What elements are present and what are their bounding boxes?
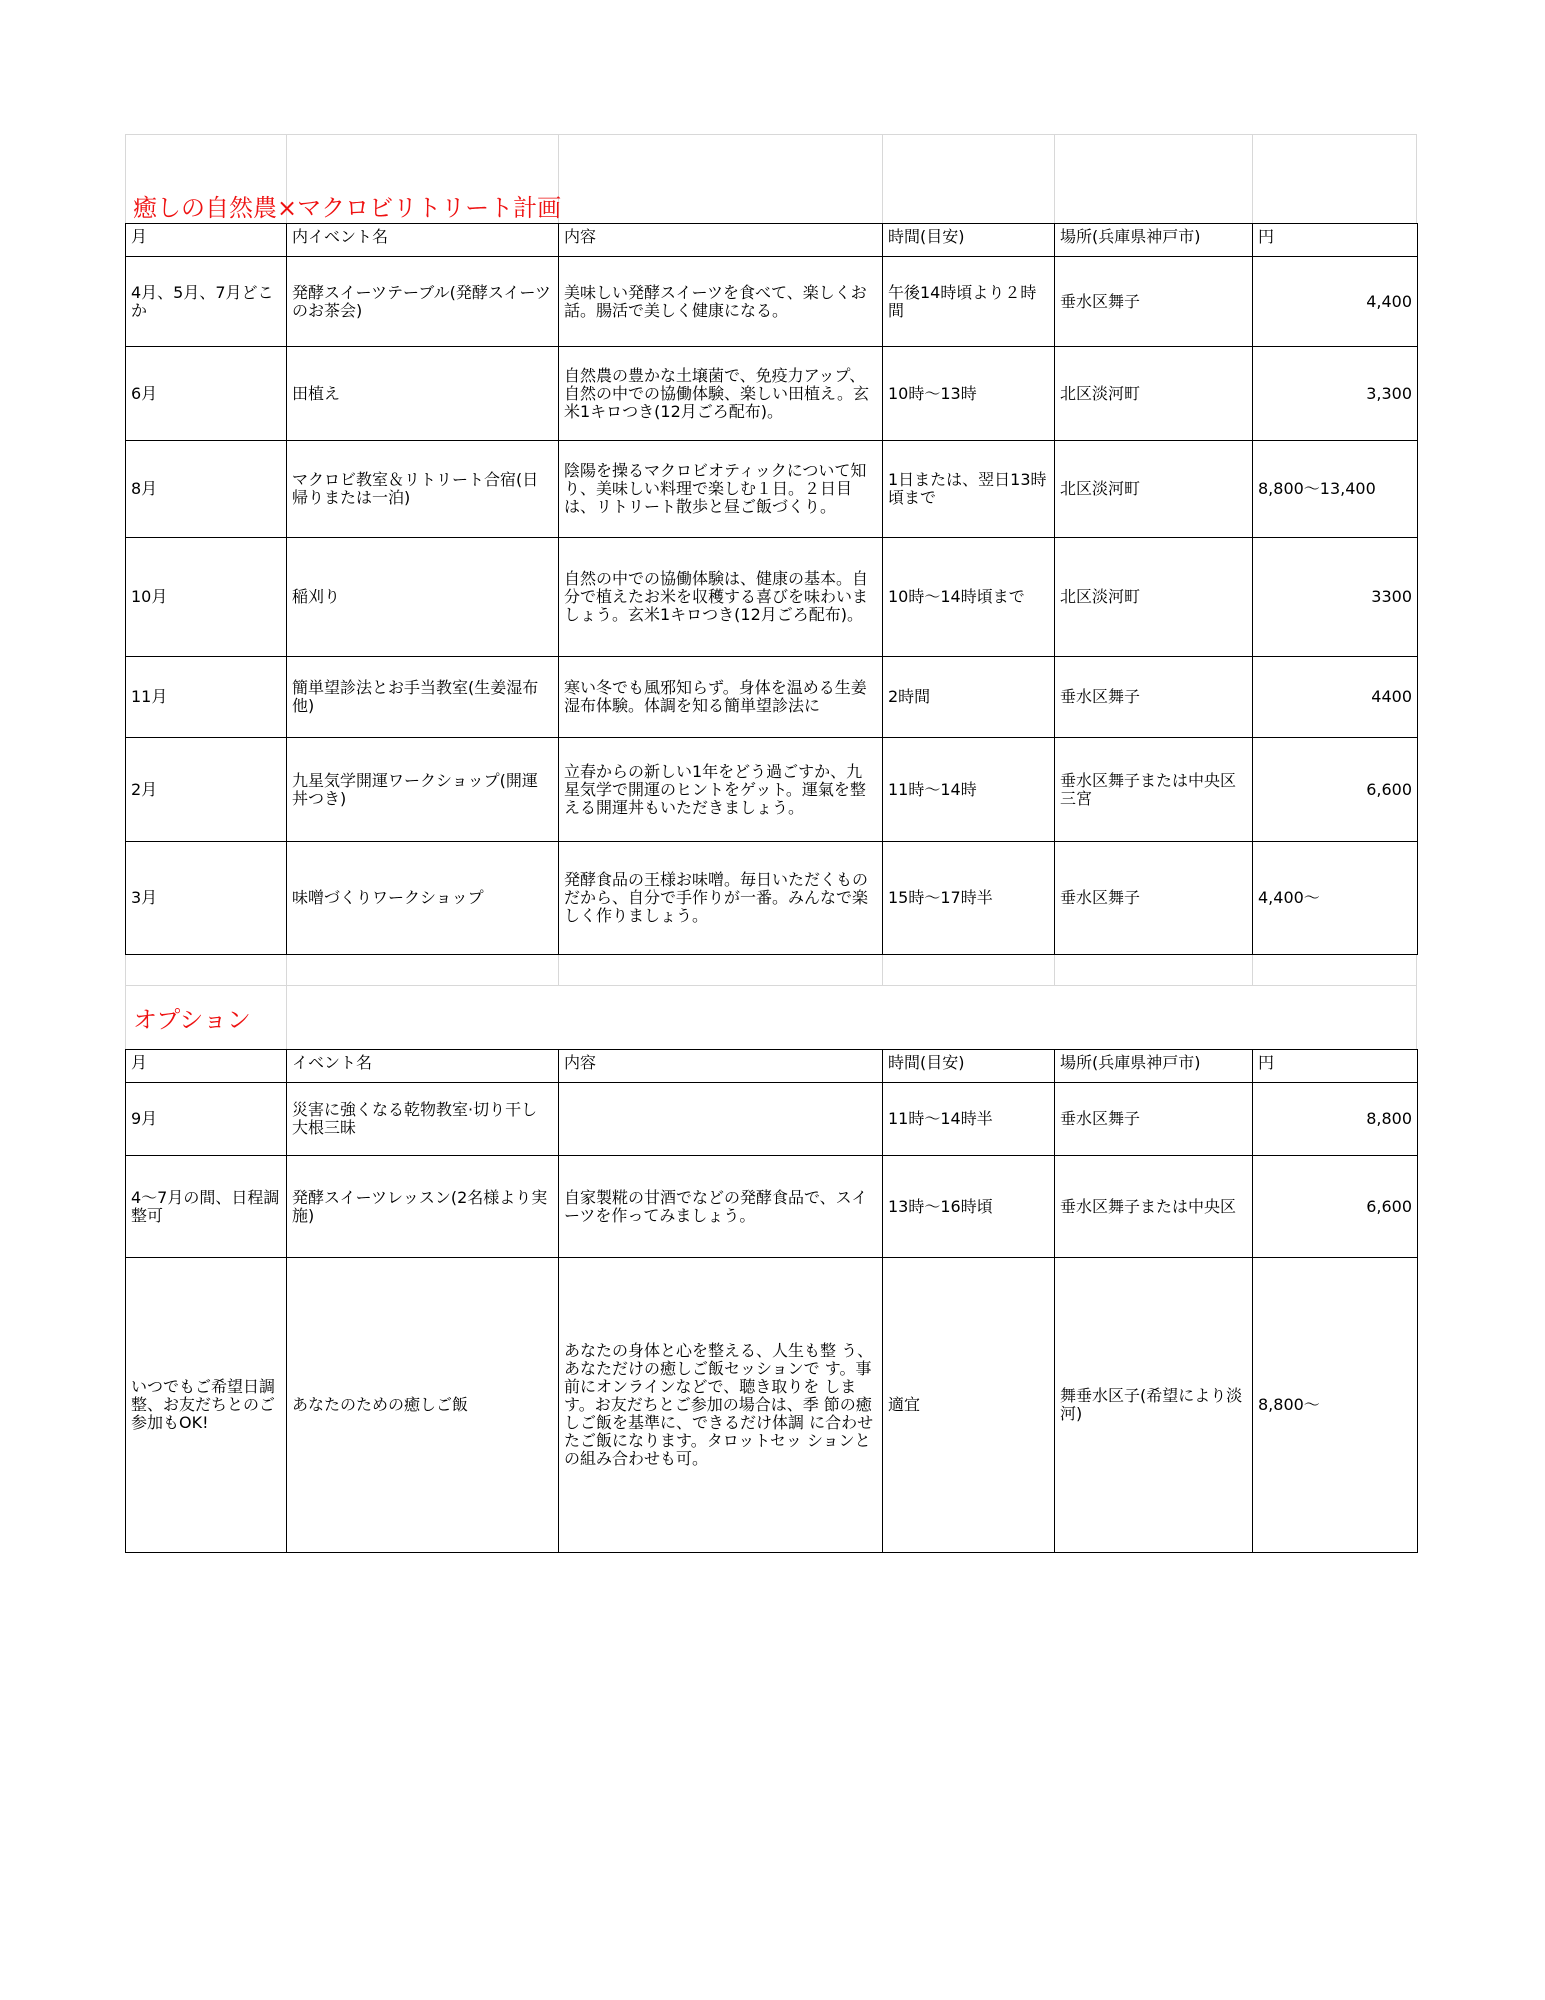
main-header-row — [126, 224, 1418, 257]
price-cell: 4,400 — [1253, 257, 1418, 347]
main-schedule-table — [125, 223, 1418, 955]
content-cell: 発酵食品の王様お味噌。毎日いただくものだから、自分で手作りが一番。みんなで楽しく作りましょう。 — [559, 842, 883, 955]
content-cell: 自家製糀の甘酒でなどの発酵食品で、スイーツを作ってみましょう。 — [559, 1156, 883, 1258]
table-row — [126, 538, 1418, 657]
header-month: 月 — [126, 1050, 287, 1083]
time-cell: 適宜 — [883, 1258, 1055, 1553]
place-cell: 垂水区舞子 — [1055, 842, 1253, 955]
event-cell: 九星気学開運ワークショップ(開運丼つき) — [287, 738, 559, 842]
place-cell: 北区淡河町 — [1055, 441, 1253, 538]
header-event: イベント名 — [287, 1050, 559, 1083]
option-header-row — [126, 1050, 1418, 1083]
event-cell: 発酵スイーツテーブル(発酵スイーツのお茶会) — [287, 257, 559, 347]
time-cell: 2時間 — [883, 657, 1055, 738]
option-section-title: オプション — [133, 1006, 251, 1034]
price-cell: 3,300 — [1253, 347, 1418, 441]
price-cell: 8,800 — [1253, 1083, 1418, 1156]
price-cell: 8,800〜 — [1253, 1258, 1418, 1553]
place-cell: 垂水区舞子 — [1055, 657, 1253, 738]
header-place: 場所(兵庫県神戸市) — [1055, 224, 1253, 257]
table-row — [126, 1258, 1418, 1553]
month-cell: 10月 — [126, 538, 287, 657]
header-time: 時間(目安) — [883, 1050, 1055, 1083]
time-cell: 午後14時頃より２時間 — [883, 257, 1055, 347]
option-title-row — [125, 986, 1417, 1049]
time-cell: 10時〜13時 — [883, 347, 1055, 441]
place-cell: 北区淡河町 — [1055, 538, 1253, 657]
place-cell: 垂水区舞子または中央区三宮 — [1055, 738, 1253, 842]
header-event: 内イベント名 — [287, 224, 559, 257]
month-cell: 6月 — [126, 347, 287, 441]
time-cell: 15時〜17時半 — [883, 842, 1055, 955]
price-cell: 6,600 — [1253, 738, 1418, 842]
table-row — [126, 1156, 1418, 1258]
event-cell: 災害に強くなる乾物教室·切り干し大根三昧 — [287, 1083, 559, 1156]
header-place: 場所(兵庫県神戸市) — [1055, 1050, 1253, 1083]
month-cell: いつでもご希望日調整、お友だちとのご参加もOK! — [126, 1258, 287, 1553]
table-row — [126, 738, 1418, 842]
event-cell: 簡単望診法とお手当教室(生姜湿布他) — [287, 657, 559, 738]
table-row — [126, 441, 1418, 538]
month-cell: 4〜7月の間、日程調整可 — [126, 1156, 287, 1258]
spreadsheet — [125, 134, 1417, 1553]
content-cell: 寒い冬でも風邪知らず。身体を温める生姜湿布体験。体調を知る簡単望診法に — [559, 657, 883, 738]
price-cell: 3300 — [1253, 538, 1418, 657]
place-cell: 北区淡河町 — [1055, 347, 1253, 441]
event-cell: マクロビ教室＆リトリート合宿(日帰りまたは一泊) — [287, 441, 559, 538]
place-cell: 垂水区舞子または中央区 — [1055, 1156, 1253, 1258]
header-time: 時間(目安) — [883, 224, 1055, 257]
table-row — [126, 842, 1418, 955]
content-cell: 自然の中での協働体験は、健康の基本。自分で植えたお米を収穫する喜びを味わいましょう。玄米1キロつき(12月ごろ配布)。 — [559, 538, 883, 657]
content-cell — [559, 1083, 883, 1156]
table-row — [126, 657, 1418, 738]
month-cell: 2月 — [126, 738, 287, 842]
time-cell: 11時〜14時半 — [883, 1083, 1055, 1156]
event-cell: 田植え — [287, 347, 559, 441]
content-cell: 陰陽を操るマクロビオティックについて知り、美味しい料理で楽しむ１日。２日目は、リトリート散歩と昼ご飯づくり。 — [559, 441, 883, 538]
content-cell: 美味しい発酵スイーツを食べて、楽しくお話。腸活で美しく健康になる。 — [559, 257, 883, 347]
table-row — [126, 257, 1418, 347]
time-cell: 10時〜14時頃まで — [883, 538, 1055, 657]
title-row — [125, 134, 1417, 223]
time-cell: 11時〜14時 — [883, 738, 1055, 842]
event-cell: 発酵スイーツレッスン(2名様より実施) — [287, 1156, 559, 1258]
event-cell: 稲刈り — [287, 538, 559, 657]
month-cell: 8月 — [126, 441, 287, 538]
table-row — [126, 347, 1418, 441]
header-content: 内容 — [559, 224, 883, 257]
header-price: 円 — [1253, 1050, 1418, 1083]
place-cell: 舞垂水区子(希望により淡河) — [1055, 1258, 1253, 1553]
main-section-title: 癒しの自然農×マクロビリトリート計画 — [133, 194, 562, 222]
event-cell: あなたのための癒しご飯 — [287, 1258, 559, 1553]
event-cell: 味噌づくりワークショップ — [287, 842, 559, 955]
price-cell: 4400 — [1253, 657, 1418, 738]
place-cell: 垂水区舞子 — [1055, 257, 1253, 347]
content-cell: あなたの身体と心を整える、人生も整 う、あなただけの癒しご飯セッションで す。事前にオンラインなどで、聴き取りを します。お友だちとご参加の場合は、季 節の癒しご飯を基準に、できるだけ体調 に合わせたご飯になります。タロットセッ ションとの組み合わせも可。 — [559, 1258, 883, 1553]
month-cell: 3月 — [126, 842, 287, 955]
time-cell: 13時〜16時頃 — [883, 1156, 1055, 1258]
table-row — [126, 1083, 1418, 1156]
time-cell: 1日または、翌日13時頃まで — [883, 441, 1055, 538]
spacer-row — [125, 955, 1417, 986]
month-cell: 4月、5月、7月どこか — [126, 257, 287, 347]
content-cell: 自然農の豊かな土壌菌で、免疫力アップ、自然の中での協働体験、楽しい田植え。玄米1キロつき(12月ごろ配布)。 — [559, 347, 883, 441]
header-price: 円 — [1253, 224, 1418, 257]
month-cell: 9月 — [126, 1083, 287, 1156]
price-cell: 6,600 — [1253, 1156, 1418, 1258]
month-cell: 11月 — [126, 657, 287, 738]
price-cell: 8,800〜13,400 — [1253, 441, 1418, 538]
price-cell: 4,400〜 — [1253, 842, 1418, 955]
place-cell: 垂水区舞子 — [1055, 1083, 1253, 1156]
content-cell: 立春からの新しい1年をどう過ごすか、九星気学で開運のヒントをゲット。運氣を整える開運丼もいただきましょう。 — [559, 738, 883, 842]
option-table — [125, 1049, 1418, 1553]
header-month: 月 — [126, 224, 287, 257]
header-content: 内容 — [559, 1050, 883, 1083]
